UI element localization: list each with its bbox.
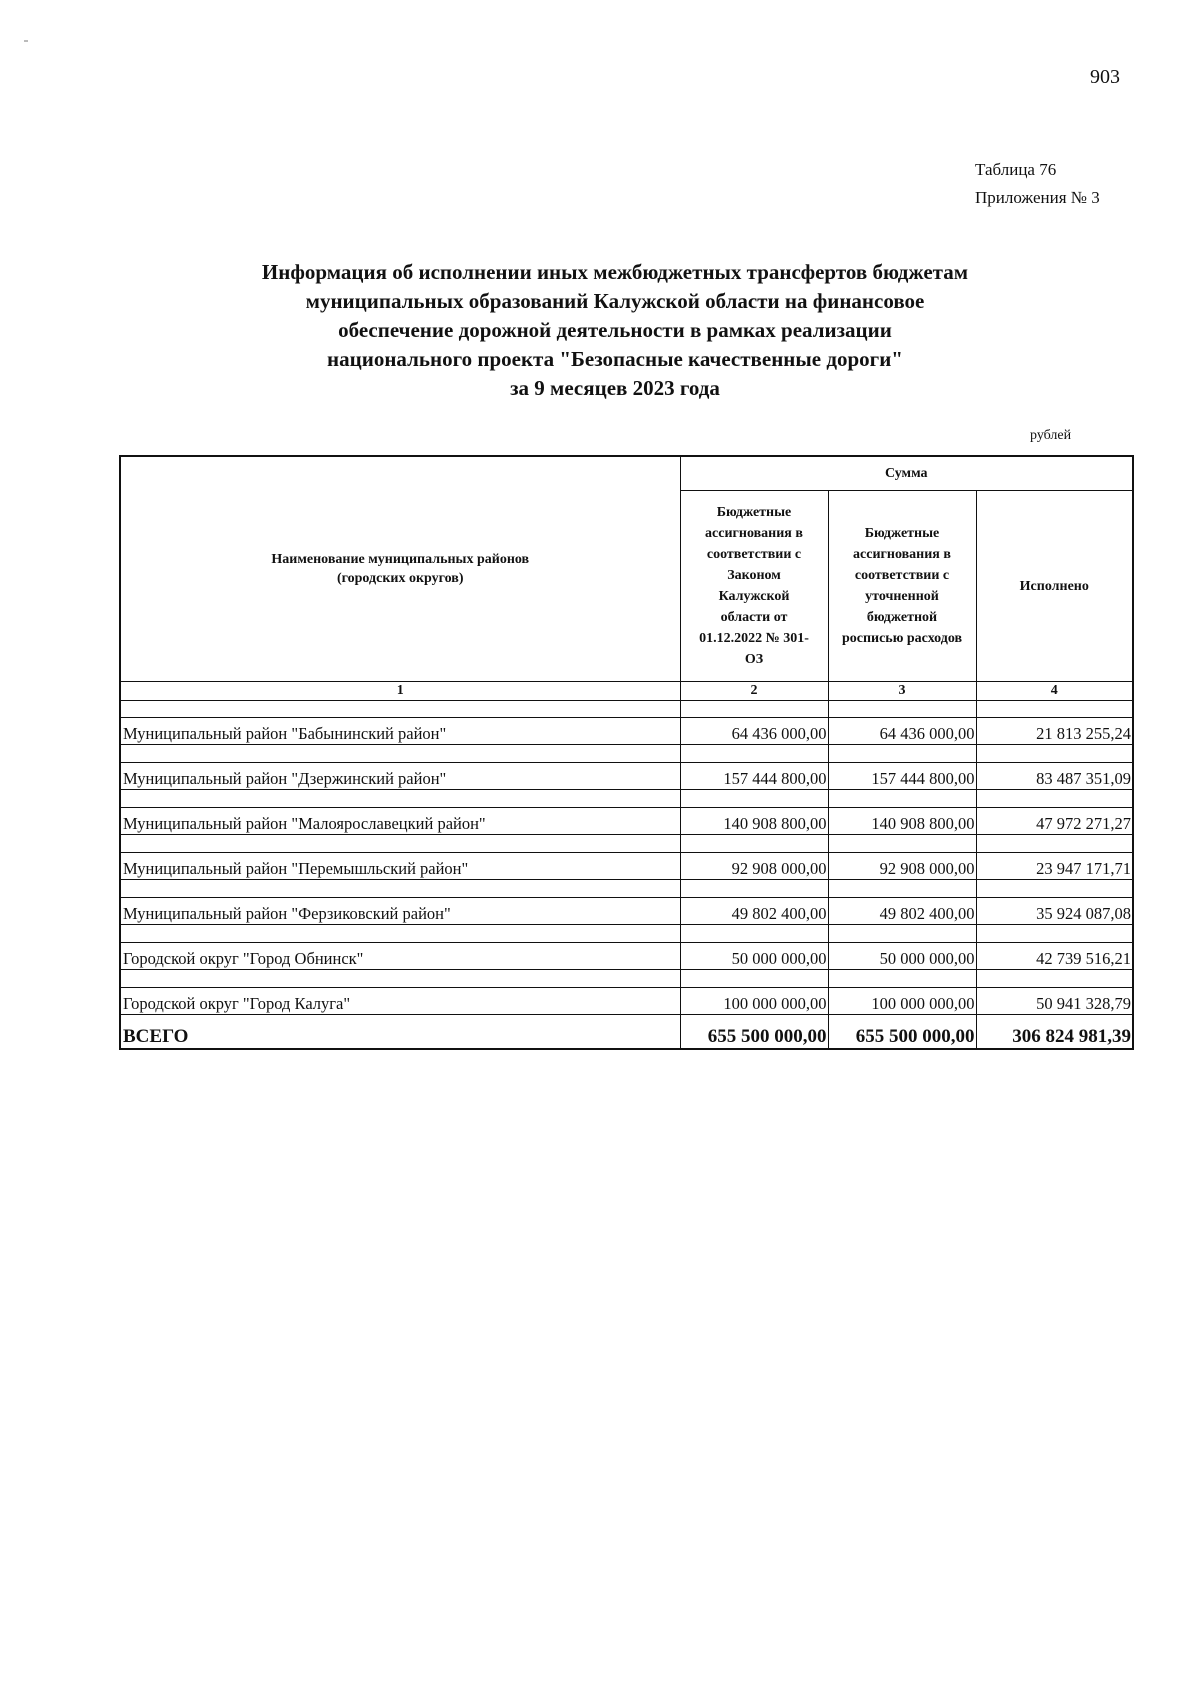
table-row xyxy=(120,853,1133,880)
row-done: 35 924 087,08 xyxy=(976,898,1133,925)
table-row xyxy=(120,943,1133,970)
spacer-row xyxy=(120,701,1133,718)
row-plan: 157 444 800,00 xyxy=(828,763,976,790)
row-name: Муниципальный район "Дзержинский район" xyxy=(120,763,680,790)
table-row xyxy=(120,808,1133,835)
header-col-done: Исполнено xyxy=(976,491,1133,682)
row-name: Муниципальный район "Малоярославецкий район" xyxy=(120,808,680,835)
title-line: муниципальных образований Калужской области на финансовое xyxy=(305,289,925,313)
table-row xyxy=(120,898,1133,925)
header-col-plan xyxy=(828,491,976,682)
document-title xyxy=(150,258,1080,403)
col-number: 2 xyxy=(680,682,828,701)
row-law: 92 908 000,00 xyxy=(680,853,828,880)
total-law: 655 500 000,00 xyxy=(680,1015,828,1050)
title-line: за 9 месяцев 2023 года xyxy=(510,376,720,400)
title-line: национального проекта "Безопасные качественные дороги" xyxy=(327,347,903,371)
header-sum: Сумма xyxy=(680,456,1133,491)
header-name-text: Наименование муниципальных районов (городских округов) xyxy=(271,552,530,586)
row-law: 157 444 800,00 xyxy=(680,763,828,790)
row-name: Муниципальный район "Ферзиковский район" xyxy=(120,898,680,925)
title-line: Информация об исполнении иных межбюджетных трансфертов бюджетам xyxy=(261,260,969,284)
header-col-law xyxy=(680,491,828,682)
units-label: рублей xyxy=(1030,428,1072,443)
row-name: Муниципальный район "Бабынинский район" xyxy=(120,718,680,745)
col-number: 4 xyxy=(976,682,1133,701)
col-number: 1 xyxy=(120,682,680,701)
header-name xyxy=(120,456,680,682)
row-done: 21 813 255,24 xyxy=(976,718,1133,745)
page-number: 903 xyxy=(1090,66,1120,88)
row-plan: 49 802 400,00 xyxy=(828,898,976,925)
total-row xyxy=(120,1015,1133,1050)
header-col-law-text: Бюджетные ассигнования в соответствии с Законом Калужской области от 01.12.2022 № 301-ОЗ xyxy=(699,505,809,667)
table-row xyxy=(120,988,1133,1015)
report-table xyxy=(119,455,1134,1050)
row-law: 64 436 000,00 xyxy=(680,718,828,745)
row-plan: 50 000 000,00 xyxy=(828,943,976,970)
row-done: 50 941 328,79 xyxy=(976,988,1133,1015)
row-law: 50 000 000,00 xyxy=(680,943,828,970)
scan-mark xyxy=(24,40,28,42)
total-done: 306 824 981,39 xyxy=(976,1015,1133,1050)
table-row xyxy=(120,763,1133,790)
total-name: ВСЕГО xyxy=(120,1015,680,1050)
row-law: 100 000 000,00 xyxy=(680,988,828,1015)
row-plan: 140 908 800,00 xyxy=(828,808,976,835)
total-plan: 655 500 000,00 xyxy=(828,1015,976,1050)
row-name: Городской округ "Город Обнинск" xyxy=(120,943,680,970)
row-done: 83 487 351,09 xyxy=(976,763,1133,790)
row-law: 49 802 400,00 xyxy=(680,898,828,925)
table-label: Таблица 76 xyxy=(975,160,1057,179)
table-reference xyxy=(975,156,1100,212)
row-name: Муниципальный район "Перемышльский район" xyxy=(120,853,680,880)
row-done: 23 947 171,71 xyxy=(976,853,1133,880)
title-line: обеспечение дорожной деятельности в рамках реализации xyxy=(338,318,892,342)
row-plan: 92 908 000,00 xyxy=(828,853,976,880)
row-plan: 100 000 000,00 xyxy=(828,988,976,1015)
row-plan: 64 436 000,00 xyxy=(828,718,976,745)
row-name: Городской округ "Город Калуга" xyxy=(120,988,680,1015)
header-col-plan-text: Бюджетные ассигнования в соответствии с уточненной бюджетной росписью расходов xyxy=(841,526,963,646)
appendix-label: Приложения № 3 xyxy=(975,188,1100,207)
col-number: 3 xyxy=(828,682,976,701)
row-done: 42 739 516,21 xyxy=(976,943,1133,970)
table-row xyxy=(120,718,1133,745)
row-done: 47 972 271,27 xyxy=(976,808,1133,835)
row-law: 140 908 800,00 xyxy=(680,808,828,835)
